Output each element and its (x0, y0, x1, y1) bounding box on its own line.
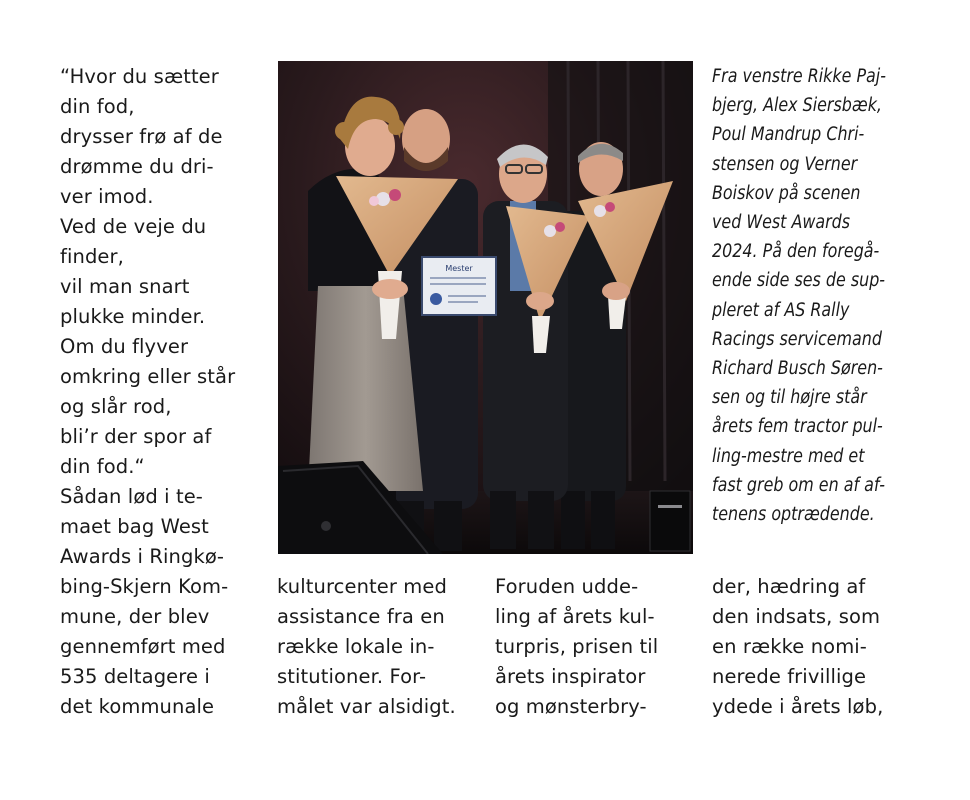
article-column-4 (712, 572, 917, 722)
photo-caption (712, 62, 897, 529)
text-line: og mønsterbry- (495, 695, 647, 718)
caption-line: 2024. På den foregå- (712, 241, 880, 263)
text-line: 535 deltagere i (60, 665, 210, 688)
caption-line: ende side ses de sup- (712, 270, 886, 292)
person-3 (483, 144, 568, 549)
text-line: den indsats, som (712, 605, 881, 628)
caption-line: Richard Busch Søren- (712, 358, 883, 380)
caption-line: stensen og Verner (712, 153, 858, 175)
text-line: ver imod. (60, 185, 154, 208)
caption-line: Boiskov på scenen (712, 182, 861, 204)
trophy-box (650, 491, 690, 551)
caption-line: ling-mestre med et (712, 445, 865, 467)
diploma-heading: Mester (445, 264, 473, 273)
text-line: stitutioner. For- (277, 665, 427, 688)
caption-line: Poul Mandrup Chri- (712, 124, 865, 146)
caption-line: ved West Awards (712, 212, 851, 234)
text-line: årets inspirator (495, 665, 646, 688)
text-line: ling af årets kul- (495, 605, 655, 628)
text-line: din fod.“ (60, 455, 145, 478)
article-column-3 (495, 572, 695, 722)
text-line: gennemført med (60, 635, 226, 658)
text-line: ydede i årets løb, (712, 695, 884, 718)
caption-line: bjerg, Alex Siersbæk, (712, 95, 882, 117)
caption-line: Racings servicemand (712, 328, 882, 350)
text-line: række lokale in- (277, 635, 435, 658)
text-line: der, hædring af (712, 575, 866, 598)
text-line: det kommunale (60, 695, 215, 718)
caption-line: fast greb om en af af- (712, 474, 885, 496)
text-line: drysser frø af de (60, 125, 223, 148)
diploma (422, 257, 496, 315)
article-column-2 (277, 572, 482, 722)
text-line: Awards i Ringkø- (60, 545, 225, 568)
text-line: bing-Skjern Kom- (60, 575, 229, 598)
text-line: Foruden udde- (495, 575, 639, 598)
text-line: assistance fra en (277, 605, 445, 628)
text-line: vil man snart (60, 275, 190, 298)
article-column-1 (60, 62, 265, 722)
text-line: turpris, prisen til (495, 635, 659, 658)
caption-line: sen og til højre står (712, 387, 867, 409)
text-line: finder, (60, 245, 124, 268)
caption-line: Fra venstre Rikke Paj- (712, 66, 886, 87)
text-line: nerede frivillige (712, 665, 867, 688)
stage-photo (278, 61, 693, 554)
text-line: maet bag West (60, 515, 209, 538)
caption-line: årets fem tractor pul- (712, 416, 883, 438)
text-line: Ved de veje du (60, 215, 207, 238)
text-line: kulturcenter med (277, 575, 447, 598)
text-line: “Hvor du sætter (60, 65, 219, 88)
text-line: en række nomi- (712, 635, 867, 658)
text-line: bli’r der spor af (60, 425, 212, 448)
text-line: plukke minder. (60, 305, 206, 328)
text-line: målet var alsidigt. (277, 695, 456, 718)
text-line: drømme du dri- (60, 155, 214, 178)
text-line: Sådan lød i te- (60, 485, 203, 508)
text-line: Om du flyver (60, 335, 189, 358)
caption-line: tenens optrædende. (712, 504, 875, 526)
stage-photo-illustration (278, 61, 693, 554)
text-line: og slår rod, (60, 395, 172, 418)
caption-line: pleret af AS Rally (712, 299, 850, 321)
text-line: din fod, (60, 95, 135, 118)
text-line: omkring eller står (60, 365, 236, 388)
text-line: mune, der blev (60, 605, 210, 628)
